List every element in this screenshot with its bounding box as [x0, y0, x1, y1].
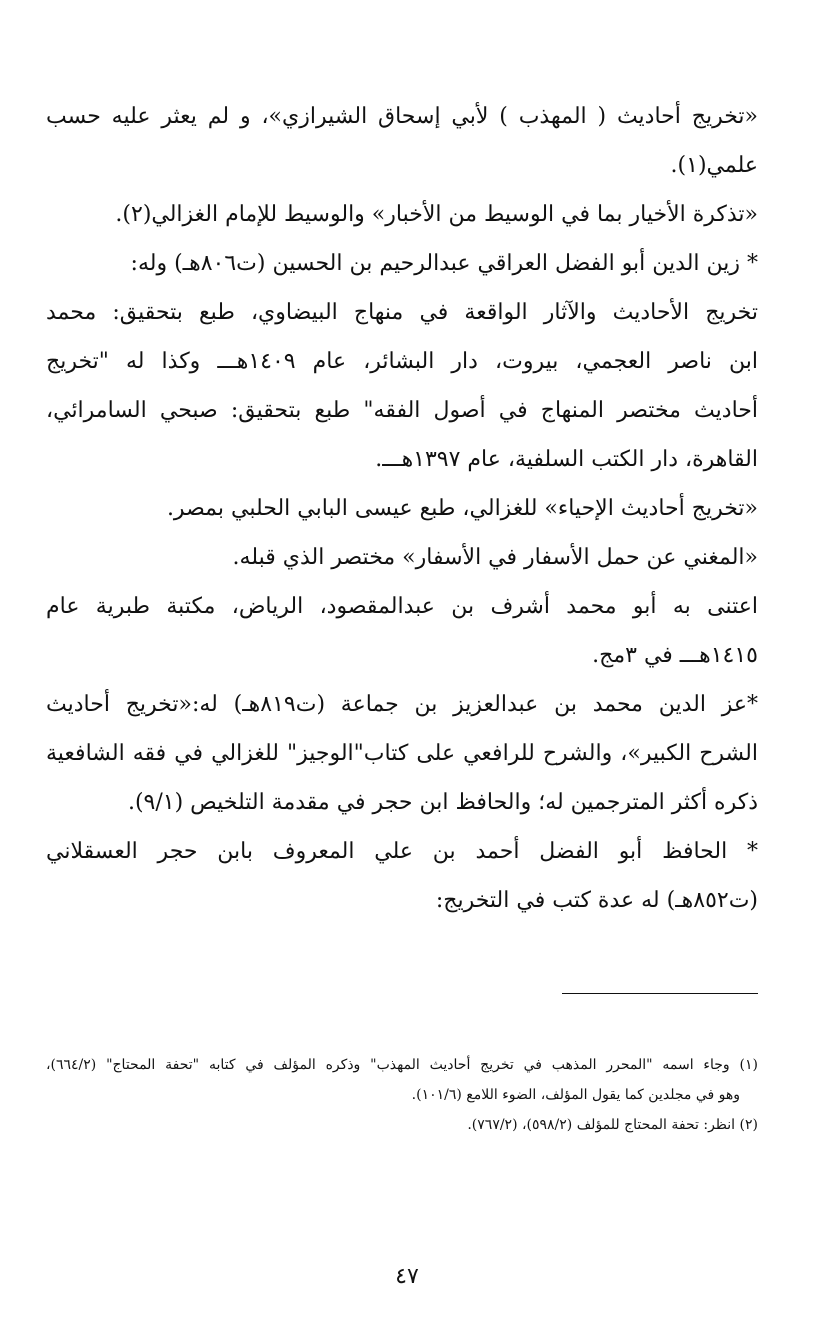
body-line: أحاديث مختصر المنهاج في أصول الفقه" طبع بتحقيق: صبحي السامرائي،: [46, 398, 758, 423]
page-number: ٤٧: [395, 1264, 419, 1289]
footnote-line: وهو في مجلدين كما يقول المؤلف، الضوء اللامع (١٠١/٦).: [411, 1087, 740, 1103]
body-line: «تذكرة الأخيار بما في الوسيط من الأخبار» والوسيط للإمام الغزالي(٢).: [115, 202, 758, 227]
body-line: * الحافظ أبو الفضل أحمد بن علي المعروف بابن حجر العسقلاني: [46, 839, 758, 864]
body-text: [46, 92, 758, 925]
body-line: «تخريج أحاديث ( المهذب ) لأبي إسحاق الشيرازي»، و لم يعثر عليه حسب: [46, 104, 758, 129]
body-line: (ت٨٥٢هـ) له عدة كتب في التخريج:: [435, 888, 758, 913]
body-line: القاهرة، دار الكتب السلفية، عام ١٣٩٧هـــ.: [375, 447, 758, 472]
body-line: ابن ناصر العجمي، بيروت، دار البشائر، عام ١٤٠٩هـــ وكذا له "تخريج: [46, 349, 758, 374]
body-line: * زين الدين أبو الفضل العراقي عبدالرحيم بن الحسين (ت٨٠٦هـ) وله:: [130, 251, 758, 276]
footnotes: [46, 1050, 758, 1140]
body-line: «المغني عن حمل الأسفار في الأسفار» مختصر الذي قبله.: [232, 545, 758, 570]
body-line: «تخريج أحاديث الإحياء» للغزالي، طبع عيسى البابي الحلبي بمصر.: [166, 496, 758, 521]
footnote-separator: [562, 993, 758, 994]
footnote-line: (٢) انظر: تحفة المحتاج للمؤلف (٥٩٨/٢)، (٧٦٧/٢).: [467, 1117, 758, 1133]
body-line: تخريج الأحاديث والآثار الواقعة في منهاج البيضاوي، طبع بتحقيق: محمد: [46, 300, 758, 325]
body-line: اعتنى به أبو محمد أشرف بن عبدالمقصود، الرياض، مكتبة طبرية عام: [46, 594, 758, 619]
footnote-line: (١) وجاء اسمه "المحرر المذهب في تخريج أحاديث المهذب" وذكره المؤلف في كتابه "تحفة المحتاج" (٦٦٤/٢)،: [46, 1057, 758, 1073]
body-line: الشرح الكبير»، والشرح للرافعي على كتاب"الوجيز" للغزالي في فقه الشافعية: [46, 741, 758, 766]
body-line: ذكره أكثر المترجمين له؛ والحافظ ابن حجر في مقدمة التلخيص (٩/١).: [127, 790, 758, 815]
body-line: *عز الدين محمد بن عبدالعزيز بن جماعة (ت٨١٩هـ) له:«تخريج أحاديث: [46, 692, 759, 717]
body-line: ١٤١٥هـــ في ٣مج.: [592, 643, 758, 668]
body-line: علمي(١).: [670, 153, 758, 178]
